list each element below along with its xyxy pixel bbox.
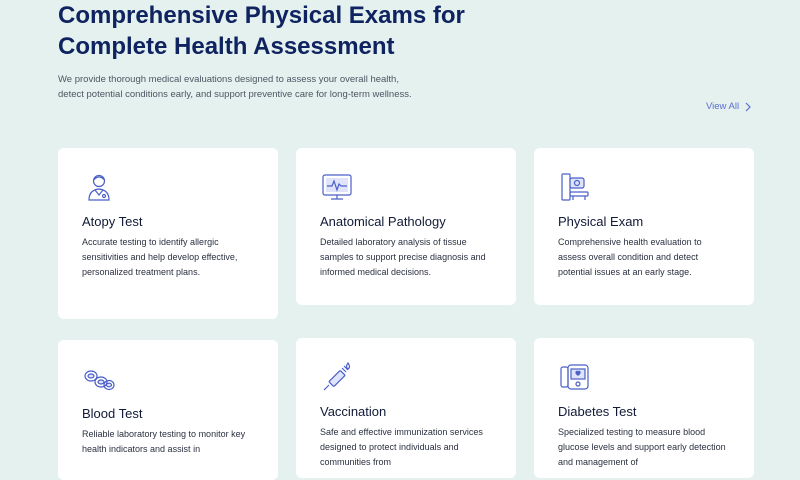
chevron-right-icon xyxy=(744,102,752,112)
view-all-label: View All xyxy=(706,101,740,112)
medical-scanner-icon xyxy=(558,170,592,204)
card-title: Blood Test xyxy=(82,406,143,421)
service-card-anatomical-pathology[interactable] xyxy=(296,148,516,305)
card-description: Detailed laboratory analysis of tissue samples to support precise diagnosis and informed medical decisions. xyxy=(320,237,486,277)
card-title: Diabetes Test xyxy=(558,404,637,419)
card-description: Specialized testing to measure blood glucose levels and support early detection and management of xyxy=(558,427,726,467)
card-description: Comprehensive health evaluation to assess overall condition and detect potential issues at an early stage. xyxy=(558,237,702,277)
card-description: Safe and effective immunization services designed to protect individuals and communities from xyxy=(320,427,483,467)
page-title-line-1: Comprehensive Physical Exams for xyxy=(58,2,465,29)
syringe-icon xyxy=(320,360,354,394)
card-description: Reliable laboratory testing to monitor key health indicators and assist in xyxy=(82,429,246,454)
service-card-blood-test[interactable] xyxy=(58,340,278,480)
service-card-vaccination[interactable] xyxy=(296,338,516,478)
card-title: Atopy Test xyxy=(82,214,143,229)
card-title: Vaccination xyxy=(320,404,387,419)
glucose-meter-icon xyxy=(558,360,592,394)
service-card-atopy-test[interactable] xyxy=(58,148,278,319)
intro-text: We provide thorough medical evaluations designed to assess your overall health, detect potential conditions early, and support preventive care for long-term wellness. xyxy=(58,74,412,100)
blood-cells-icon xyxy=(82,362,116,396)
service-card-physical-exam[interactable] xyxy=(534,148,754,305)
service-card-diabetes-test[interactable] xyxy=(534,338,754,478)
view-all-link[interactable] xyxy=(706,101,752,112)
monitor-heartbeat-icon xyxy=(320,170,354,204)
doctor-icon xyxy=(82,170,116,204)
card-title: Physical Exam xyxy=(558,214,644,229)
page-title xyxy=(58,0,618,62)
card-description: Accurate testing to identify allergic sensitivities and help develop effective, personalized treatment plans. xyxy=(82,237,238,277)
page-title-line-2: Complete Health Assessment xyxy=(58,33,395,60)
card-title: Anatomical Pathology xyxy=(320,214,446,229)
